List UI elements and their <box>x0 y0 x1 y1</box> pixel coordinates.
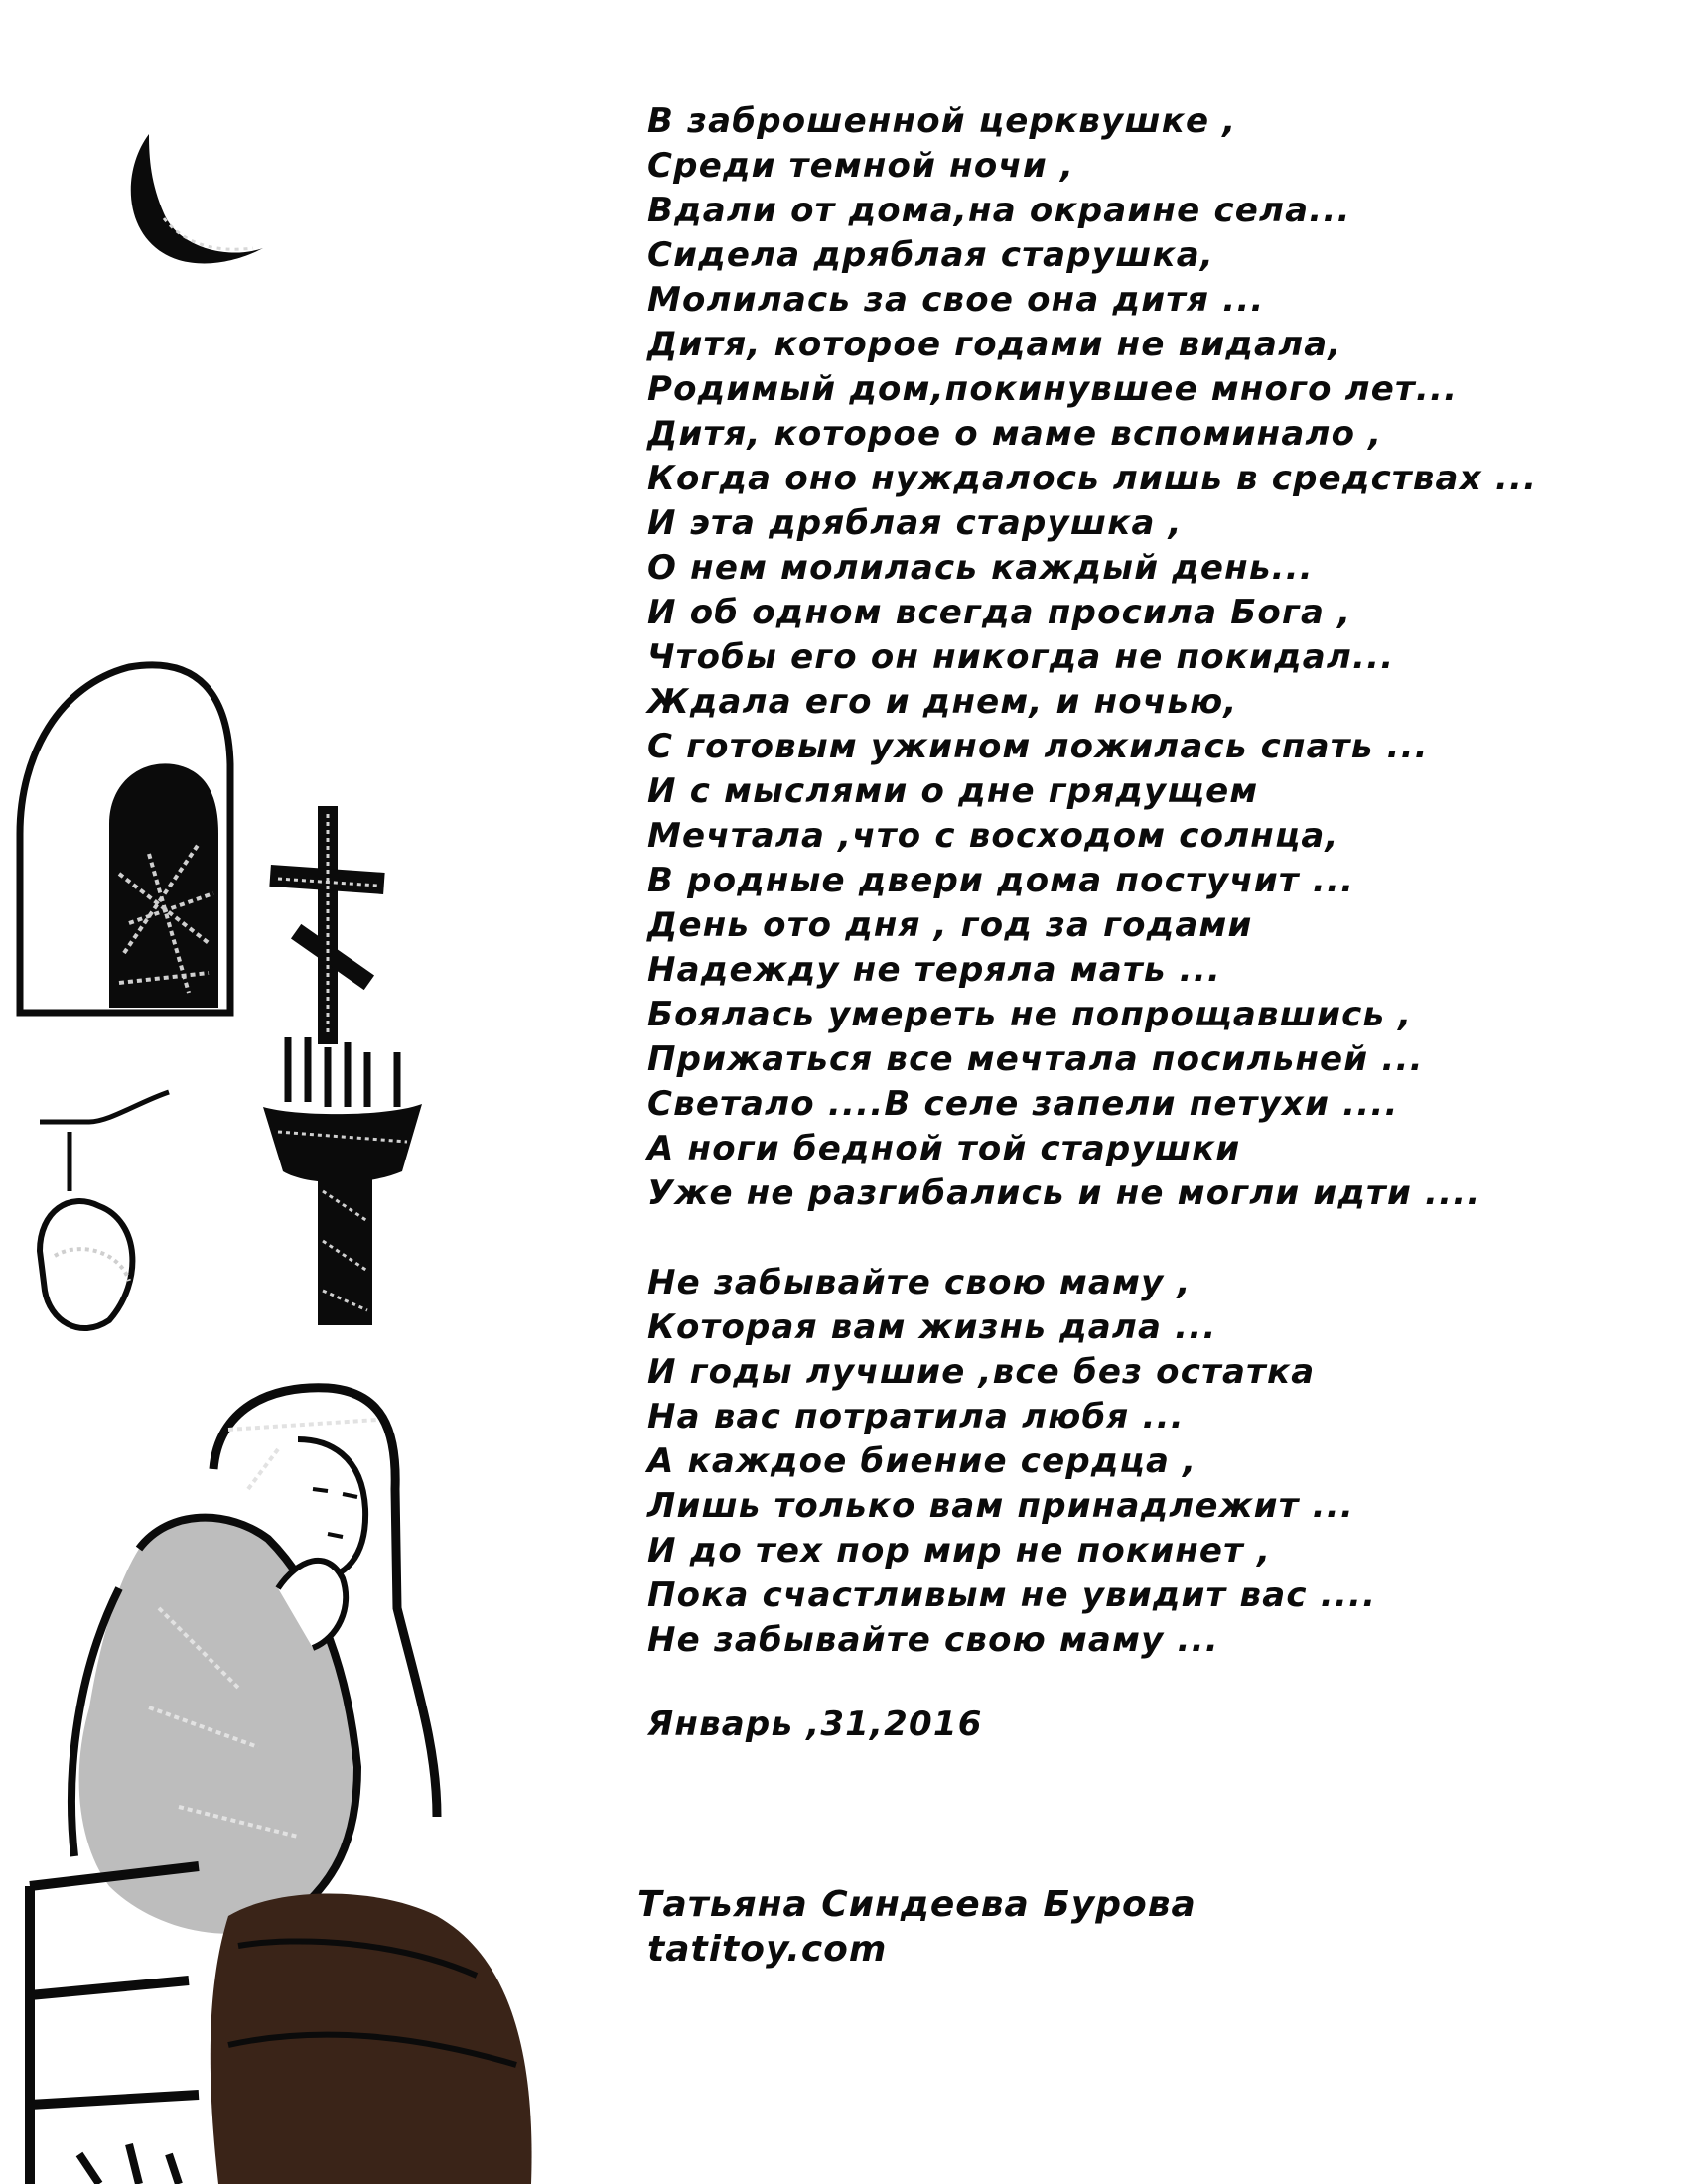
stanza-break <box>647 1216 1640 1261</box>
author-website: tatitoy.com <box>647 1929 888 1970</box>
poem-line: И до тех пор мир не покинет , <box>647 1531 1272 1570</box>
poem-line: Мечтала ,что с восходом солнца, <box>647 816 1339 856</box>
poem-line: Дитя, которое о маме вспоминало , <box>647 414 1383 454</box>
poem-line: И эта дряблая старушка , <box>647 503 1183 543</box>
praying-old-woman-figure <box>30 1388 532 2184</box>
poem-line: Ждала его и днем, и ночью, <box>647 682 1238 722</box>
poem-line: Надежду не теряла мать ... <box>647 950 1221 990</box>
poem-line: С готовым ужином ложилась спать ... <box>647 727 1429 766</box>
poem-line: А каждое биение сердца , <box>647 1441 1197 1481</box>
poem-line: А ноги бедной той старушки <box>647 1129 1241 1168</box>
poem-line: Не забывайте свою маму , <box>647 1263 1192 1302</box>
author-name: Татьяна Синдеева Бурова <box>637 1884 1196 1925</box>
poem-line: Когда оно нуждалось лишь в средствах ... <box>647 459 1538 498</box>
poem-line: Чтобы его он никогда не покидал... <box>647 637 1395 677</box>
poem-line: Не забывайте свою маму ... <box>647 1620 1219 1660</box>
poem-line: Родимый дом,покинувшее много лет... <box>647 369 1459 409</box>
poem-date: Январь ,31,2016 <box>647 1705 983 1744</box>
poem-line: Которая вам жизнь дала ... <box>647 1307 1217 1347</box>
poem-line: Прижаться все мечтала посильней ... <box>647 1039 1424 1079</box>
poem-line: Сидела дряблая старушка, <box>647 235 1215 275</box>
hanging-lamp-icon <box>40 1092 169 1328</box>
poem-line: Молилась за свое она дитя ... <box>647 280 1265 320</box>
poem <box>647 99 1640 1663</box>
poem-line: Лишь только вам принадлежит ... <box>647 1486 1354 1526</box>
crescent-moon-icon <box>131 134 263 263</box>
poem-line: Среди темной ночи , <box>647 146 1075 186</box>
poem-line: На вас потратила любя ... <box>647 1397 1185 1436</box>
illustration <box>0 0 616 2184</box>
orthodox-cross-icon <box>269 806 384 1044</box>
poem-line: Уже не разгибались и не могли идти .... <box>647 1173 1481 1213</box>
poem-line: О нем молилась каждый день... <box>647 548 1314 588</box>
poem-line: В заброшенной церквушке , <box>647 101 1237 141</box>
arched-window-icon <box>20 665 230 1013</box>
poem-line: День ото дня , год за годами <box>647 905 1253 945</box>
candle-stand-icon <box>263 1037 422 1325</box>
poem-line: И годы лучшие ,все без остатка <box>647 1352 1316 1392</box>
poem-line: Пока счастливым не увидит вас .... <box>647 1575 1377 1615</box>
poem-line: И об одном всегда просила Бога , <box>647 593 1352 632</box>
poem-line: Боялась умереть не попрощавшись , <box>647 995 1413 1034</box>
poem-line: В родные двери дома постучит ... <box>647 861 1355 900</box>
poem-line: И с мыслями о дне грядущем <box>647 771 1259 811</box>
poem-line: Дитя, которое годами не видала, <box>647 325 1342 364</box>
poem-line: Светало ....В селе запели петухи .... <box>647 1084 1399 1124</box>
poem-line: Вдали от дома,на окраине села... <box>647 191 1351 230</box>
